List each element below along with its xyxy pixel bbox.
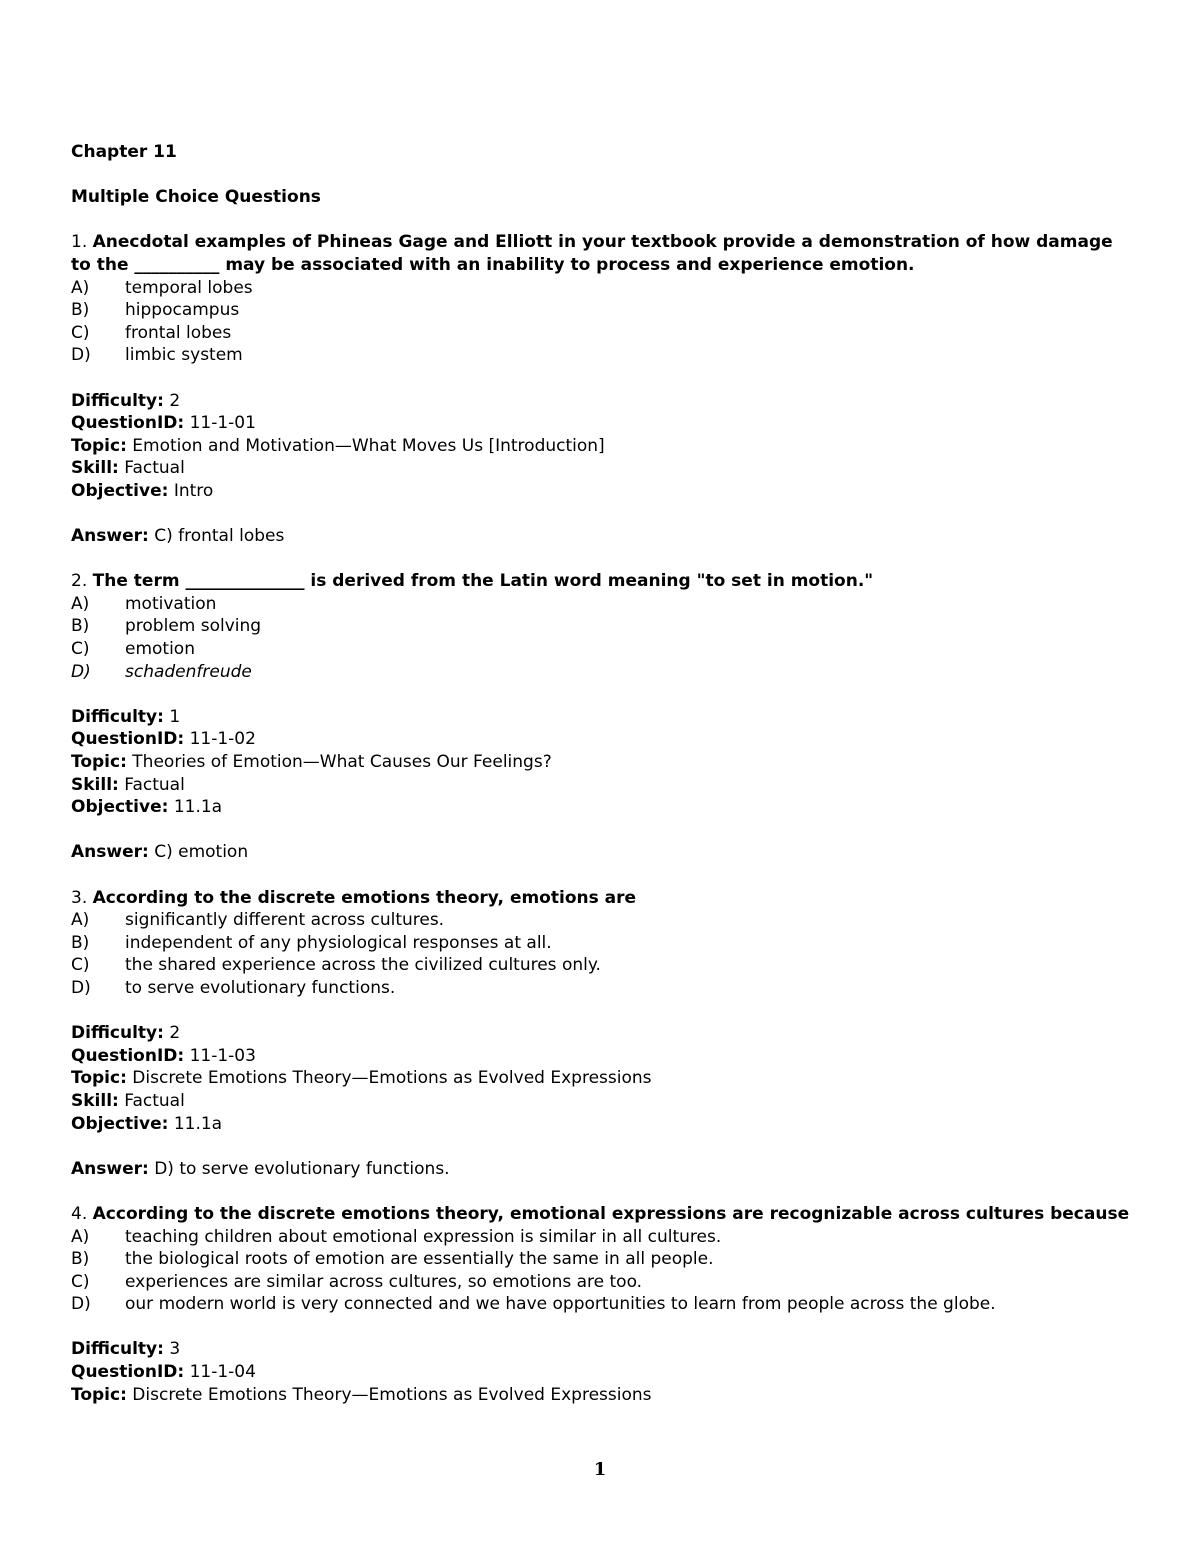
difficulty-label: Difficulty: — [71, 706, 164, 727]
question-2 — [71, 570, 1131, 886]
option-text: motivation — [125, 593, 217, 614]
question-id-value: 11-1-02 — [189, 729, 256, 750]
option-letter: A) — [71, 910, 90, 931]
answer-option — [71, 1248, 1131, 1271]
answer-option — [71, 322, 1131, 345]
option-letter: B) — [71, 616, 90, 637]
objective-value: 11.1a — [173, 1113, 223, 1134]
option-text: the biological roots of emotion are essentially the same in all people. — [125, 1249, 714, 1270]
option-letter: D) — [71, 977, 91, 998]
answer-option — [71, 277, 1131, 300]
question-id-value: 11-1-03 — [189, 1045, 256, 1066]
answer-option — [71, 344, 1131, 367]
spacer — [71, 1316, 1131, 1339]
answer-option — [71, 1271, 1131, 1294]
option-letter: B) — [71, 300, 90, 321]
topic-label: Topic: — [71, 1068, 127, 1089]
spacer — [71, 1135, 1131, 1158]
section-title: Multiple Choice Questions — [71, 187, 321, 208]
option-letter: C) — [71, 1271, 90, 1292]
question-id-value: 11-1-04 — [189, 1362, 256, 1383]
option-text: limbic system — [125, 345, 243, 366]
objective-value: Intro — [173, 480, 214, 501]
option-letter: D) — [71, 345, 91, 366]
difficulty-label: Difficulty: — [71, 1339, 164, 1360]
difficulty-line — [71, 390, 1131, 413]
difficulty-label: Difficulty: — [71, 1023, 164, 1044]
spacer — [71, 164, 1131, 187]
answer-option — [71, 299, 1131, 322]
option-letter: D) — [71, 1294, 91, 1315]
answer-option — [71, 932, 1131, 955]
spacer — [71, 503, 1131, 526]
skill-line — [71, 774, 1131, 797]
topic-value: Discrete Emotions Theory—Emotions as Evolved Expressions — [132, 1068, 652, 1089]
page-number: 1 — [593, 1459, 607, 1480]
question-1 — [71, 231, 1131, 570]
question-number: 1. — [71, 232, 88, 253]
spacer — [71, 209, 1131, 232]
spacer — [71, 819, 1131, 842]
topic-label: Topic: — [71, 752, 127, 773]
answer-line — [71, 525, 1131, 548]
question-id-line — [71, 1361, 1131, 1384]
option-letter: A) — [71, 593, 90, 614]
chapter-title: Chapter 11 — [71, 142, 177, 162]
option-letter: A) — [71, 277, 90, 298]
option-letter: B) — [71, 932, 90, 953]
spacer — [71, 864, 1131, 887]
question-text: According to the discrete emotions theory, emotional expressions are recognizable across cultures because — [92, 1203, 1130, 1224]
option-letter: C) — [71, 955, 90, 976]
topic-label: Topic: — [71, 435, 127, 456]
topic-line — [71, 1067, 1131, 1090]
option-text: experiences are similar across cultures, so emotions are too. — [125, 1271, 643, 1292]
option-letter: D) — [71, 661, 91, 682]
difficulty-line — [71, 1338, 1131, 1361]
topic-line — [71, 1384, 1131, 1407]
question-id-line — [71, 412, 1131, 435]
option-text: problem solving — [125, 616, 262, 637]
topic-value: Theories of Emotion—What Causes Our Feelings? — [132, 752, 552, 773]
spacer — [71, 1180, 1131, 1203]
question-id-label: QuestionID: — [71, 1045, 185, 1066]
option-text: hippocampus — [125, 300, 240, 321]
objective-line — [71, 796, 1131, 819]
answer-option — [71, 615, 1131, 638]
question-3 — [71, 887, 1131, 1203]
answer-option — [71, 638, 1131, 661]
question-stem — [71, 1203, 1131, 1226]
topic-value: Emotion and Motivation—What Moves Us [Introduction] — [132, 435, 605, 456]
option-letter: C) — [71, 639, 90, 660]
answer-value: D) to serve evolutionary functions. — [154, 1158, 450, 1179]
topic-value: Discrete Emotions Theory—Emotions as Evolved Expressions — [132, 1384, 652, 1405]
answer-option — [71, 1293, 1131, 1316]
answer-line — [71, 1158, 1131, 1181]
question-stem — [71, 887, 1131, 910]
question-id-line — [71, 1045, 1131, 1068]
question-number: 3. — [71, 887, 88, 908]
option-text: emotion — [125, 639, 195, 660]
difficulty-line — [71, 706, 1131, 729]
question-number: 2. — [71, 571, 88, 592]
topic-label: Topic: — [71, 1384, 127, 1405]
objective-line — [71, 480, 1131, 503]
question-stem — [71, 570, 1131, 593]
option-text: frontal lobes — [125, 322, 232, 343]
skill-label: Skill: — [71, 1090, 119, 1111]
page-content — [71, 141, 1131, 1406]
skill-value: Factual — [124, 458, 185, 479]
answer-value: C) frontal lobes — [154, 526, 285, 547]
objective-label: Objective: — [71, 480, 169, 501]
option-text: teaching children about emotional expression is similar in all cultures. — [125, 1226, 722, 1247]
skill-label: Skill: — [71, 774, 119, 795]
answer-value: C) emotion — [154, 842, 249, 863]
skill-label: Skill: — [71, 458, 119, 479]
option-letter: C) — [71, 322, 90, 343]
question-text: Anecdotal examples of Phineas Gage and Elliott in your textbook provide a demonstration of how damage to the __________ may be associated with an inability to process and experience emotion. — [71, 232, 1113, 275]
question-number: 4. — [71, 1203, 88, 1224]
answer-option — [71, 661, 1131, 684]
option-text: significantly different across cultures. — [125, 910, 445, 931]
skill-value: Factual — [124, 1090, 185, 1111]
topic-line — [71, 435, 1131, 458]
objective-label: Objective: — [71, 797, 169, 818]
answer-option — [71, 1226, 1131, 1249]
option-text: our modern world is very connected and we have opportunities to learn from people across the globe. — [125, 1294, 996, 1315]
difficulty-line — [71, 1022, 1131, 1045]
objective-value: 11.1a — [173, 797, 223, 818]
objective-line — [71, 1113, 1131, 1136]
question-text: The term ______________ is derived from the Latin word meaning "to set in motion." — [92, 571, 874, 592]
option-text: the shared experience across the civilized cultures only. — [125, 955, 601, 976]
question-id-label: QuestionID: — [71, 413, 185, 434]
difficulty-value: 2 — [169, 1023, 181, 1044]
answer-option — [71, 977, 1131, 1000]
question-stem — [71, 231, 1131, 276]
spacer — [71, 1000, 1131, 1023]
question-4 — [71, 1203, 1131, 1406]
option-text: independent of any physiological responses at all. — [125, 932, 552, 953]
spacer — [71, 683, 1131, 706]
skill-line — [71, 1090, 1131, 1113]
option-text: temporal lobes — [125, 277, 253, 298]
option-text: schadenfreude — [125, 661, 252, 682]
skill-line — [71, 457, 1131, 480]
difficulty-value: 3 — [169, 1339, 181, 1360]
spacer — [71, 548, 1131, 571]
answer-option — [71, 593, 1131, 616]
objective-label: Objective: — [71, 1113, 169, 1134]
question-id-value: 11-1-01 — [189, 413, 256, 434]
answer-option — [71, 954, 1131, 977]
answer-label: Answer: — [71, 1158, 149, 1179]
answer-option — [71, 909, 1131, 932]
question-id-label: QuestionID: — [71, 729, 185, 750]
spacer — [71, 367, 1131, 390]
answer-line — [71, 841, 1131, 864]
skill-value: Factual — [124, 774, 185, 795]
question-id-label: QuestionID: — [71, 1362, 185, 1383]
option-letter: B) — [71, 1249, 90, 1270]
difficulty-value: 1 — [169, 706, 181, 727]
difficulty-value: 2 — [169, 390, 181, 411]
answer-label: Answer: — [71, 842, 149, 863]
topic-line — [71, 751, 1131, 774]
question-text: According to the discrete emotions theory, emotions are — [92, 887, 637, 908]
answer-label: Answer: — [71, 526, 149, 547]
question-id-line — [71, 728, 1131, 751]
difficulty-label: Difficulty: — [71, 390, 164, 411]
option-letter: A) — [71, 1226, 90, 1247]
option-text: to serve evolutionary functions. — [125, 977, 396, 998]
